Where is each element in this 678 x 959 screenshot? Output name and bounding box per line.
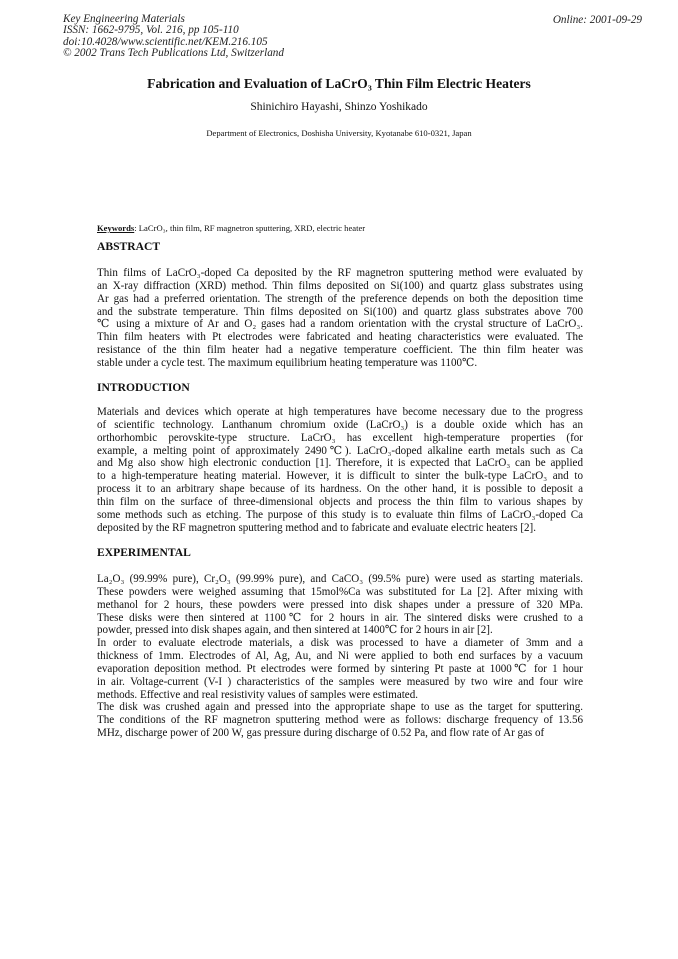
text-line: process it to an arbitrary shape because of its hardness. On the other hand, it is possible to deposit a — [97, 483, 583, 496]
keywords-text: : LaCrO₃, thin film, RF magnetron sputtering, XRD, electric heater — [134, 223, 366, 233]
text-line: powder, pressed into disk shapes again, and then sintered at 1400℃ for 2 hours in air [2]. — [97, 624, 493, 637]
text-line: ℃ using a mixture of Ar and O₂ gases had a random orientation with the crystal structure of LaCrO₃. — [97, 318, 583, 331]
introduction-body — [97, 406, 583, 534]
paper-affiliation: Department of Electronics, Doshisha University, Kyotanabe 610-0321, Japan — [206, 128, 472, 138]
issn-line: ISSN: 1662-9795, Vol. 216, pp 105-110 — [63, 24, 239, 37]
text-line: In order to evaluate electrode materials, a disk was processed to have a diameter of 3mm and a — [97, 637, 583, 650]
text-line: La₂O₃ (99.99% pure), Cr₂O₃ (99.99% pure), and CaCO₃ (99.5% pure) were used as starting materials. — [97, 573, 583, 585]
keywords-line — [97, 223, 365, 233]
text-line: Thin films of LaCrO₃-doped Ca deposited by the RF magnetron sputtering method were evaluated by — [97, 267, 583, 279]
text-line: to a high-temperature heating material. However, it is difficult to sinter the bulk-type LaCrO₃ and to — [97, 470, 583, 483]
text-line: The disk was crushed again and pressed into the appropriate shape to use as the target for sputtering. — [97, 701, 583, 714]
experimental-heading: EXPERIMENTAL — [97, 546, 191, 559]
copyright-line: © 2002 Trans Tech Publications Ltd, Switzerland — [63, 47, 284, 60]
text-line: thickness of 1mm. Electrodes of Al, Ag, Au, and Ni were applied to both end surfaces by a vacuum — [97, 650, 583, 663]
journal-header — [63, 14, 284, 60]
text-line: methods. Effective and real resistivity values of samples were estimated. — [97, 688, 418, 701]
text-line: in air. Voltage-current (V-I ) characteristics of the samples were measured by two wire and four wire — [97, 675, 583, 688]
text-line: example, a melting point of approximately 2490℃). LaCrO₃-doped alkaline earth metals such as Ca — [97, 444, 583, 457]
text-line: These powders were weighed assuming that 15mol%Ca was substituted for La [2]. After mixing with — [97, 585, 583, 598]
paper-authors: Shinichiro Hayashi, Shinzo Yoshikado — [250, 101, 428, 113]
text-line: Ar gas had a preferred orientation. The strength of the preference depends on both the deposition time — [97, 292, 583, 305]
text-line: evaporation deposition method. Pt electrodes were formed by sintering Pt paste at 1000℃ for 1 hour — [97, 662, 583, 675]
text-line: of scientific technology. Lanthanum chromium oxide (LaCrO₃) is a double oxide which has an — [97, 418, 583, 431]
text-line: Materials and devices which operate at high temperatures have become necessary due to the progress — [97, 406, 583, 418]
text-line: some methods such as etching. The purpose of this study is to evaluate thin films of LaCrO₃-doped Ca — [97, 508, 583, 521]
online-date: Online: 2001-09-29 — [552, 14, 642, 26]
abstract-heading: ABSTRACT — [97, 240, 161, 253]
text-line: thin film on the surface of three-dimensional objects and process the thin film to various shapes by — [97, 495, 583, 508]
paper-title: Fabrication and Evaluation of LaCrO₃ Thin Film Electric Heaters — [147, 76, 531, 91]
text-line: and Mg also show high electronic conduction [1]. Therefore, it is expected that LaCrO₃ can be applied — [97, 457, 583, 470]
text-line: orthorhombic perovskite-type structure. LaCrO₃ has excellent high-temperature properties (for — [97, 431, 583, 444]
introduction-heading: INTRODUCTION — [97, 381, 190, 394]
journal-name: Key Engineering Materials — [63, 13, 185, 25]
text-line: These disks were then sintered at 1100℃ for 2 hours in air. The sintered disks were crushed to a — [97, 611, 583, 624]
text-line: The conditions of the RF magnetron sputtering method were as follows: discharge frequency of 13.56 — [97, 714, 583, 727]
text-line: Thin film heaters with Pt electrodes were fabricated and heating characteristics were evaluated. The — [97, 331, 583, 344]
abstract-body — [97, 267, 583, 370]
doi-link[interactable]: doi:10.4028/www.scientific.net/KEM.216.105 — [63, 35, 268, 48]
text-line: MHz, discharge power of 200 W, gas pressure during discharge of 0.52 Pa, and flow rate of Ar gas of — [97, 727, 545, 740]
text-line: stable under a cycle test. The maximum equilibrium heating temperature was 1100℃. — [97, 356, 478, 369]
experimental-body — [97, 573, 583, 740]
text-line: methanol for 2 hours, these powders were pressed into disk shapes under a pressure of 320 MPa. — [97, 598, 583, 611]
text-line: deposited by the RF magnetron sputtering method and to fabricate and evaluate electric heaters [2]. — [97, 521, 536, 534]
text-line: and the substrate temperature. Thin films deposited on Si(100) and quartz glass substrates above 700 — [97, 305, 583, 318]
keywords-label: Keywords — [97, 223, 135, 233]
text-line: an X-ray diffraction (XRD) method. Thin films deposited on Si(100) and quartz glass substrates using — [97, 279, 583, 292]
text-line: resistance of the thin film heater had a negative temperature coefficient. The thin film heater was — [97, 344, 583, 357]
